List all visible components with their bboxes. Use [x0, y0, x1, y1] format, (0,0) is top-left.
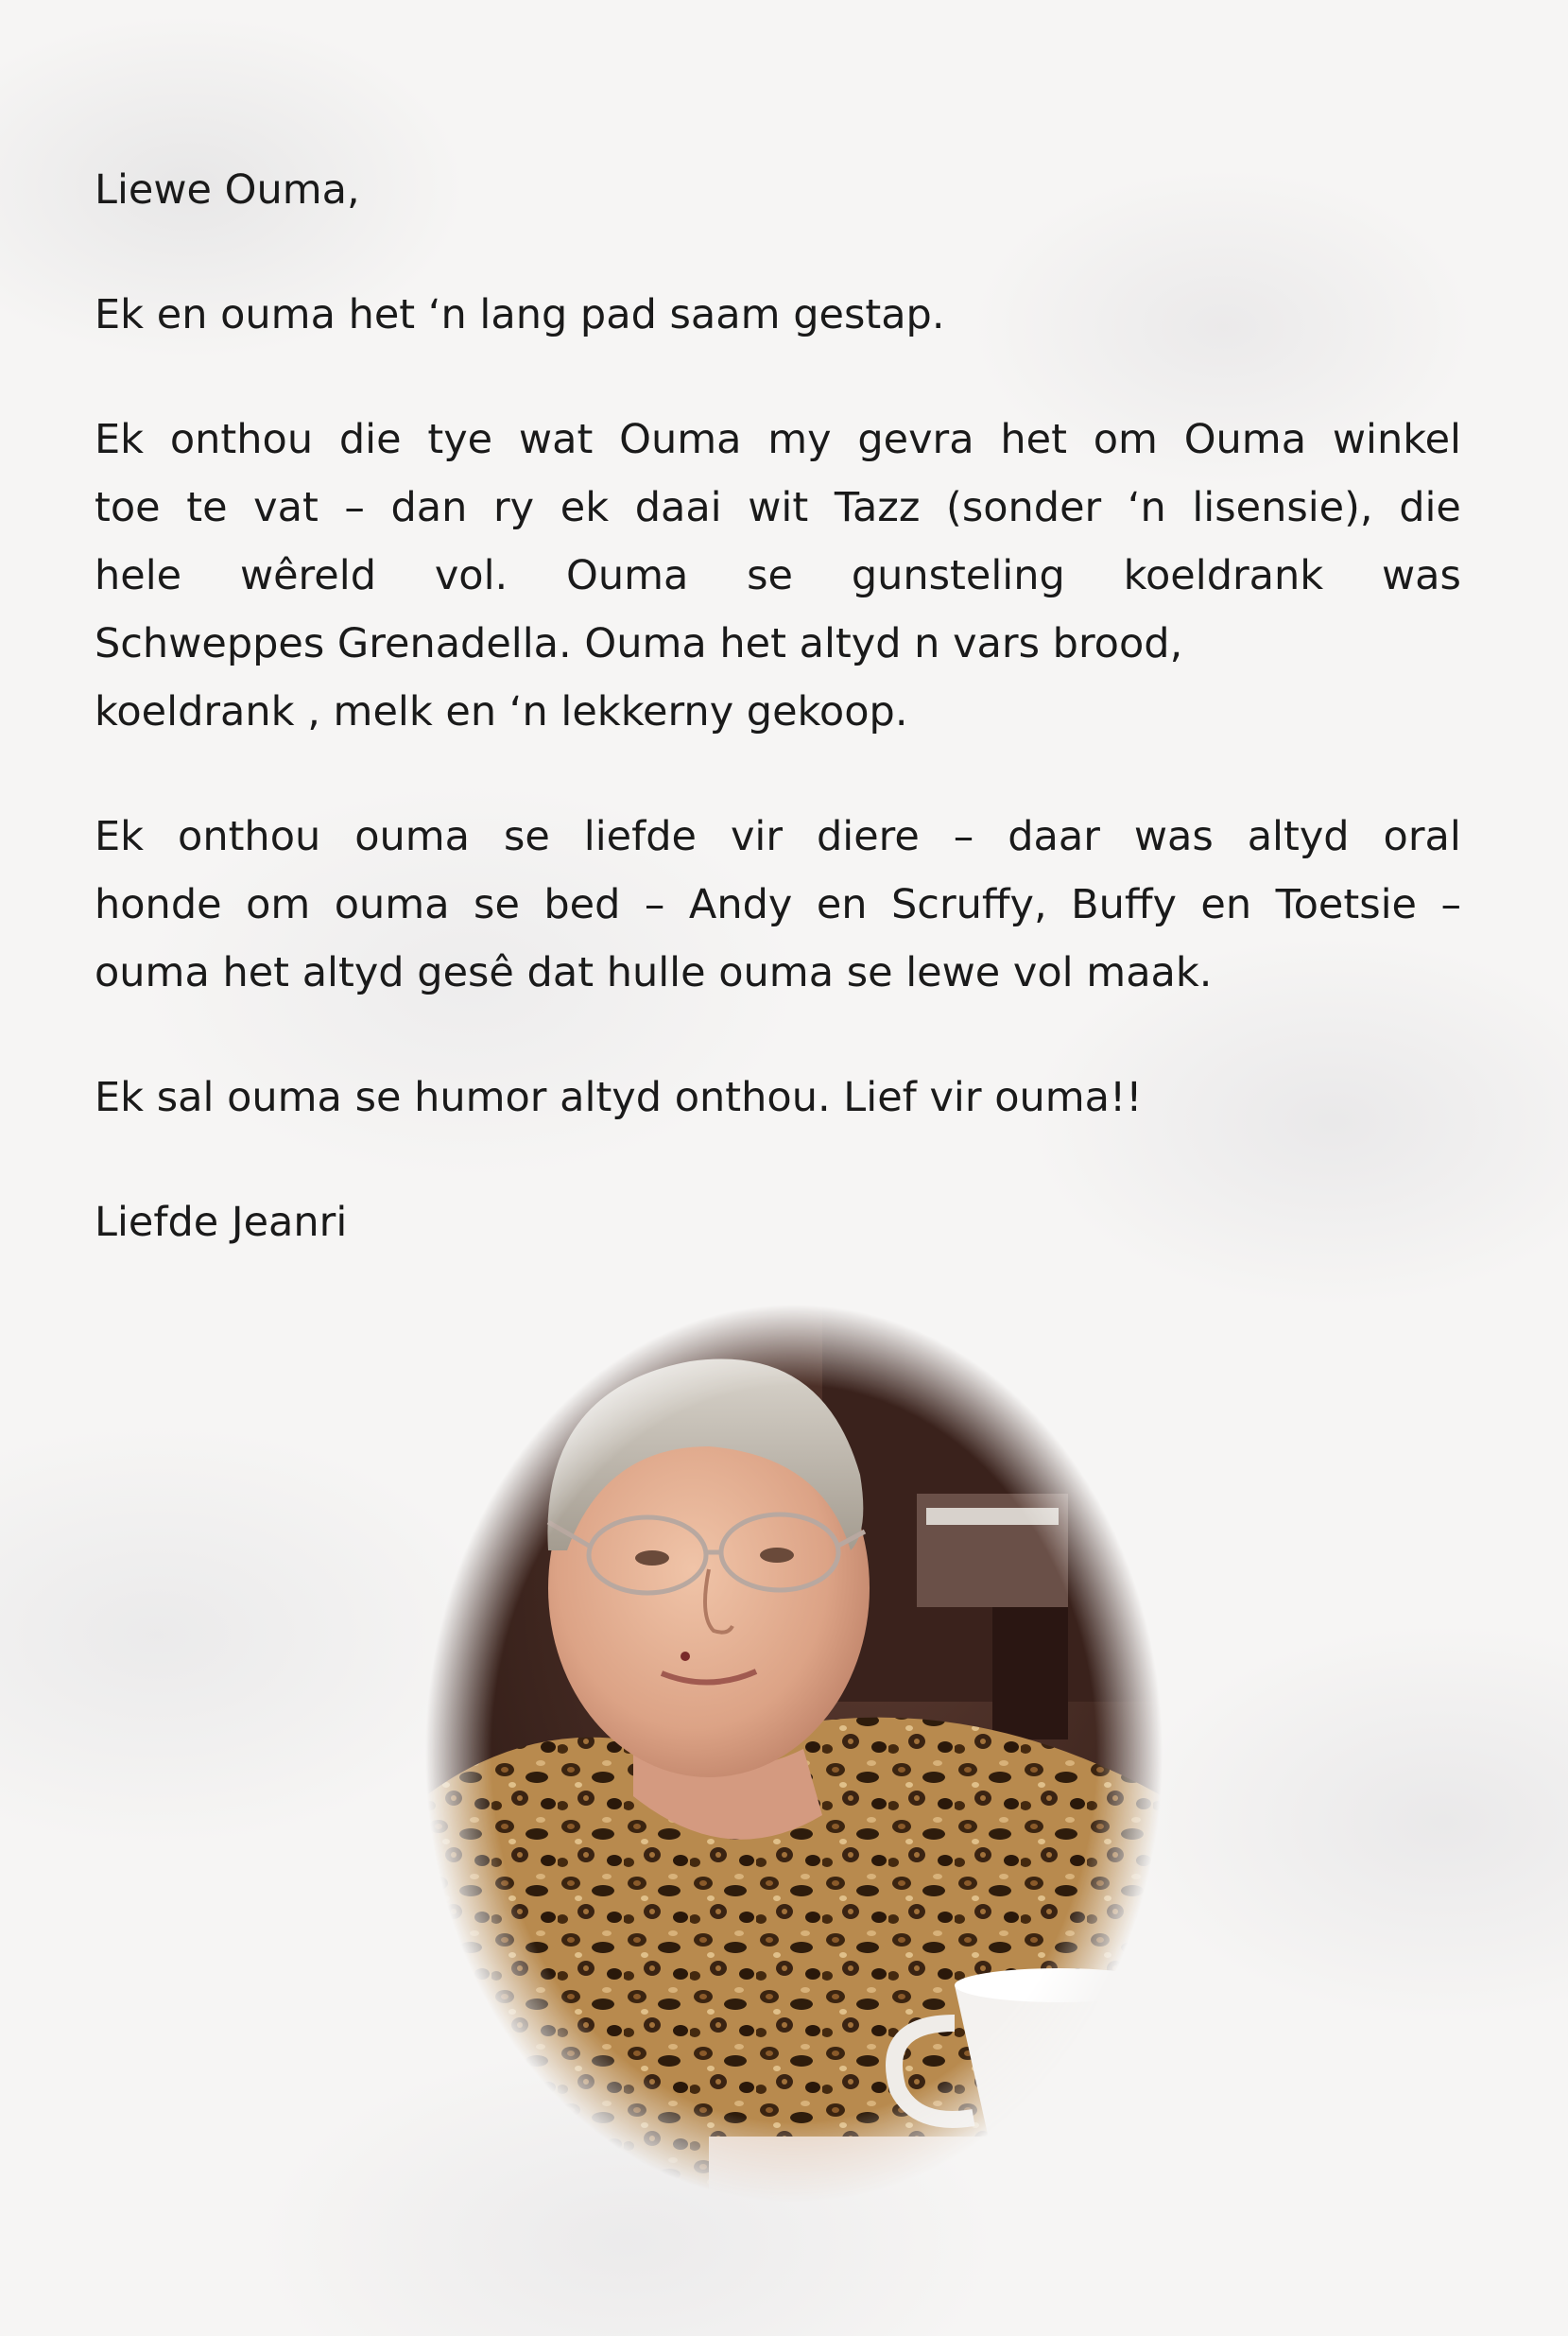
word: dan — [390, 484, 468, 531]
paragraph-3 — [95, 803, 1461, 1007]
word: daai — [634, 484, 722, 531]
word: ry — [493, 484, 535, 531]
paragraph-2-line: koeldrank , melk en ‘n lekkerny gekoop. — [95, 688, 908, 735]
word: my — [767, 416, 832, 463]
word: Andy — [688, 881, 793, 928]
word: Ek — [95, 416, 145, 463]
word: – — [644, 881, 665, 928]
word: was — [1133, 813, 1214, 860]
word: te — [186, 484, 228, 531]
paragraph-4: Ek sal ouma se humor altyd onthou. Lief vir ouma!! — [95, 1074, 1143, 1121]
word: se — [747, 552, 794, 599]
word: onthou — [169, 416, 314, 463]
word: liefde — [583, 813, 697, 860]
word: en — [1200, 881, 1252, 928]
word: wêreld — [239, 552, 376, 599]
word: se — [503, 813, 550, 860]
word: ouma — [334, 881, 450, 928]
greeting: Liewe Ouma, — [95, 166, 360, 214]
word: winkel — [1332, 416, 1461, 463]
word: – — [344, 484, 365, 531]
signature: Liefde Jeanri — [95, 1199, 348, 1246]
word: ‘n — [1127, 484, 1166, 531]
paragraph-2-line — [95, 406, 1461, 474]
word: en — [816, 881, 868, 928]
word: toe — [95, 484, 161, 531]
word: het — [1000, 416, 1067, 463]
word: die — [338, 416, 402, 463]
word: bed — [543, 881, 621, 928]
word: altyd — [1247, 813, 1350, 860]
word: om — [1093, 416, 1158, 463]
word: Toetsie — [1275, 881, 1418, 928]
word: – — [953, 813, 974, 860]
portrait-photo — [425, 1305, 1163, 2203]
paragraph-3-line: ouma het altyd gesê dat hulle ouma se lewe vol maak. — [95, 949, 1213, 996]
paragraph-2-line: Schweppes Grenadella. Ouma het altyd n vars brood, — [95, 620, 1183, 667]
word: onthou — [178, 813, 321, 860]
word: daar — [1008, 813, 1100, 860]
letter-body — [95, 156, 1461, 1313]
paragraph-1: Ek en ouma het ‘n lang pad saam gestap. — [95, 291, 945, 338]
word: lisensie), — [1192, 484, 1373, 531]
word: Ouma — [1183, 416, 1307, 463]
word: gunsteling — [851, 552, 1065, 599]
word: was — [1381, 552, 1461, 599]
word: Ouma — [566, 552, 689, 599]
paragraph-3-line — [95, 803, 1461, 871]
word: Ouma — [619, 416, 742, 463]
word: hele — [95, 552, 182, 599]
word: om — [246, 881, 311, 928]
paragraph-2-line — [95, 542, 1461, 610]
word: Buffy — [1071, 881, 1177, 928]
word: gevra — [857, 416, 974, 463]
word: se — [474, 881, 520, 928]
word: (sonder — [946, 484, 1102, 531]
paragraph-3-line — [95, 871, 1461, 939]
word: Ek — [95, 813, 145, 860]
word: honde — [95, 881, 222, 928]
paragraph-2 — [95, 406, 1461, 746]
word: – — [1440, 881, 1461, 928]
word: diere — [816, 813, 920, 860]
word: tye — [427, 416, 493, 463]
word: wit — [748, 484, 809, 531]
word: wat — [518, 416, 594, 463]
word: Scruffy, — [891, 881, 1047, 928]
word: Tazz — [834, 484, 921, 531]
word: vat — [253, 484, 319, 531]
word: koeldrank — [1123, 552, 1324, 599]
word: ek — [560, 484, 610, 531]
word: oral — [1383, 813, 1461, 860]
paragraph-2-line — [95, 474, 1461, 542]
word: ouma — [354, 813, 471, 860]
word: die — [1399, 484, 1461, 531]
word: vir — [730, 813, 784, 860]
word: vol. — [434, 552, 508, 599]
